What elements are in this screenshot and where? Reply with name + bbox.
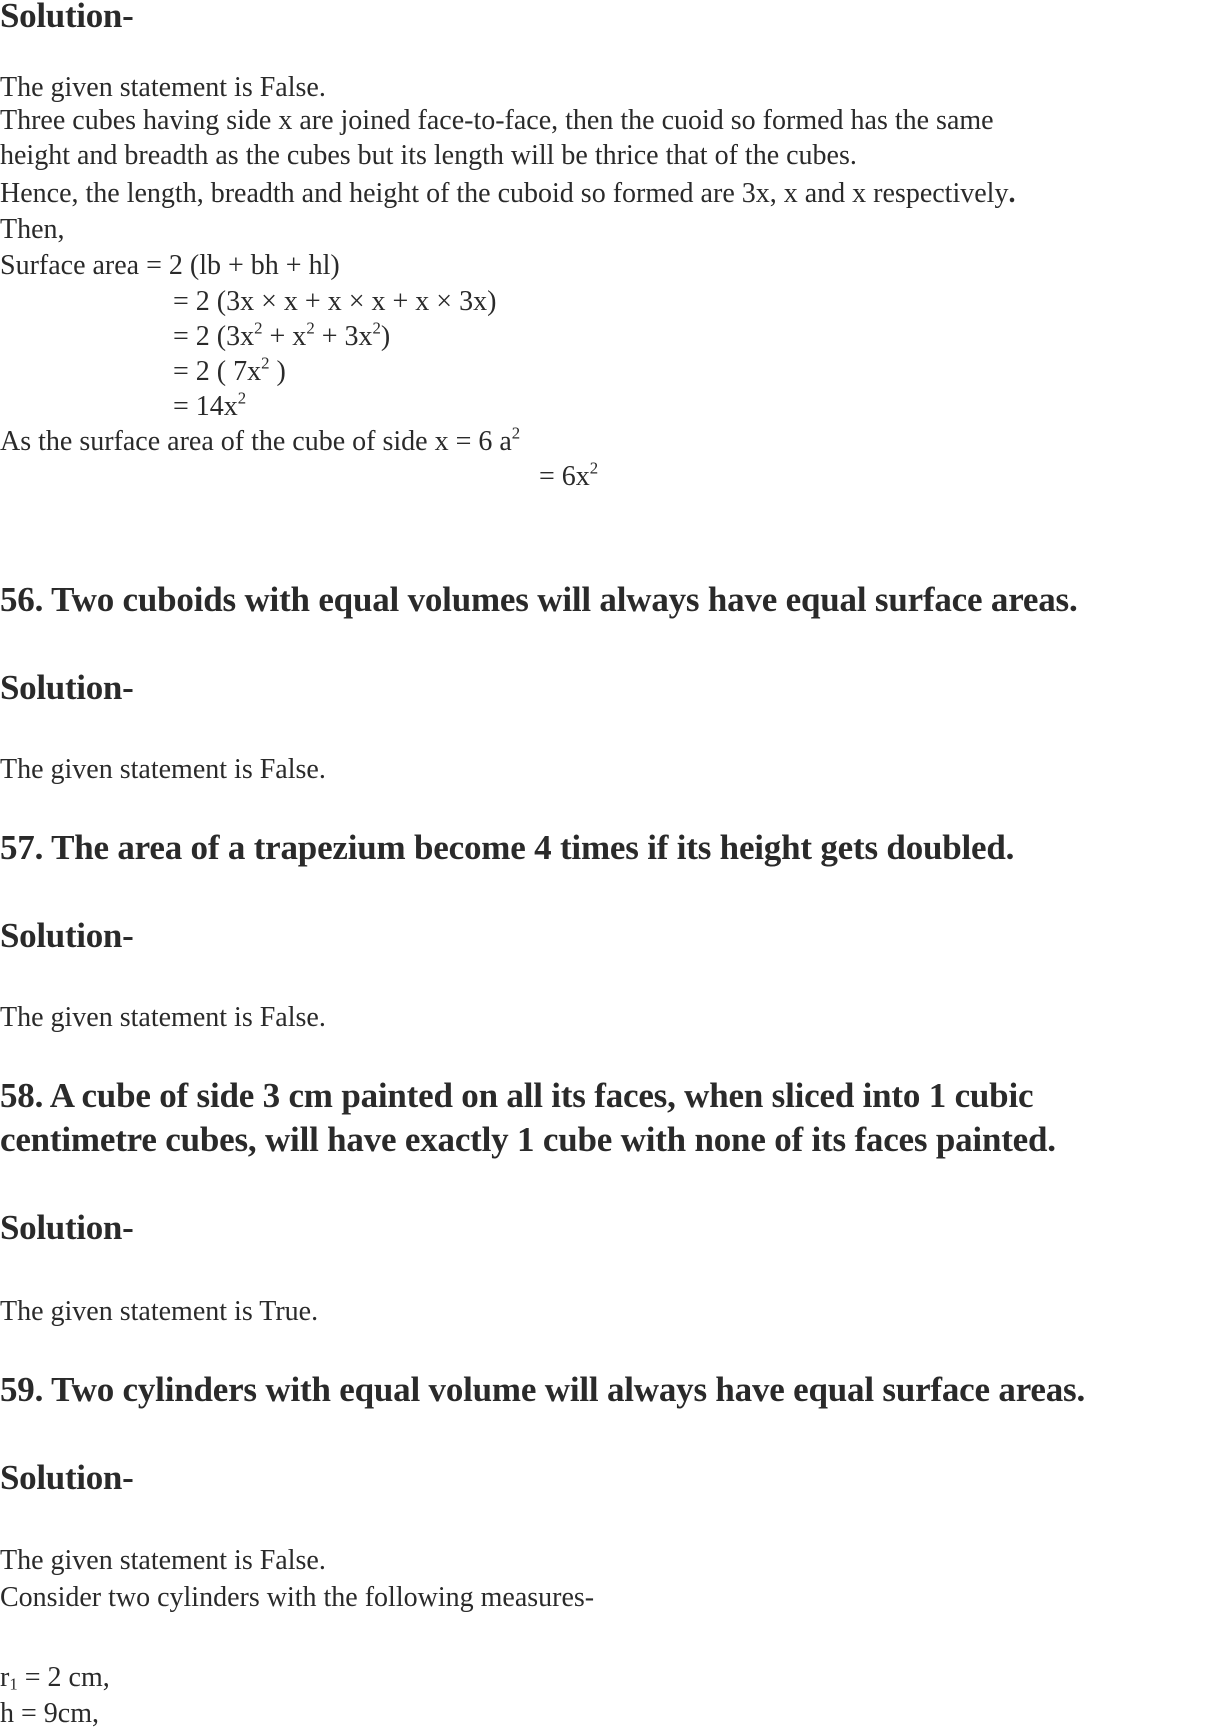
explanation-line: Three cubes having side x are joined face-to-face, then the cuoid so formed has the same (0, 105, 994, 136)
solution-heading: Solution- (0, 0, 134, 35)
solution-heading: Solution- (0, 1458, 134, 1497)
consider-text: Consider two cylinders with the following measures- (0, 1582, 595, 1613)
height-value: h = 9cm, (0, 1698, 99, 1729)
period: . (1008, 178, 1016, 209)
cube-surface-area-result: = $6x^2$ (539, 458, 599, 492)
question-text: Two cuboids with equal volumes will always have equal surface areas. (51, 580, 1078, 619)
surface-area-formula (0, 248, 340, 284)
explanation-line: height and breadth as the cubes but its length will be thrice that of the cubes. (0, 140, 857, 171)
formula-step: = 2 $(3x^2 + x^2 + 3x^2)$ (173, 318, 391, 352)
formula-step: = 2 ( $7x^2$ ) (173, 353, 286, 387)
question-number: 58. (0, 1076, 44, 1115)
question-59 (0, 1370, 1085, 1410)
radius-value: $r_1 = 2$ cm, (0, 1662, 110, 1694)
question-58-continued: centimetre cubes, will have exactly 1 cube with none of its faces painted. (0, 1120, 1056, 1159)
then-label: Then, (0, 214, 65, 245)
question-number: 59. (0, 1370, 44, 1409)
question-text: A cube of side 3 cm painted on all its faces, when sliced into 1 cubic (49, 1076, 1034, 1115)
question-text: Two cylinders with equal volume will always have equal surface areas. (51, 1370, 1086, 1409)
explanation-text: Hence, the length, breadth and height of the cuboid so formed are 3x, x and x respectively (0, 178, 1009, 209)
solution-heading: Solution- (0, 668, 134, 707)
cube-surface-area-line: As the surface area of the cube of side x = 6 $a^2$ (0, 423, 521, 457)
verdict-text: The given statement is True. (0, 1296, 319, 1327)
question-56 (0, 580, 1078, 620)
explanation-line (0, 176, 1015, 212)
verdict-text: The given statement is False. (0, 1545, 326, 1576)
verdict-text: The given statement is False. (0, 72, 326, 103)
formula-step: = 2 (3x × x + x × x + x × 3x) (173, 286, 497, 317)
question-number: 56. (0, 580, 44, 619)
question-58 (0, 1076, 1033, 1116)
question-57 (0, 828, 1014, 868)
formula-step: = $14x^2$ (173, 388, 247, 422)
question-number: 57. (0, 828, 44, 867)
question-text: The area of a trapezium become 4 times if its height gets doubled. (51, 828, 1015, 867)
verdict-text: The given statement is False. (0, 754, 326, 785)
solution-heading: Solution- (0, 1208, 134, 1247)
formula-step: = 2 (lb + bh + hl) (146, 250, 340, 281)
solution-heading: Solution- (0, 916, 134, 955)
verdict-text: The given statement is False. (0, 1002, 326, 1033)
surface-area-label: Surface area (0, 250, 140, 281)
